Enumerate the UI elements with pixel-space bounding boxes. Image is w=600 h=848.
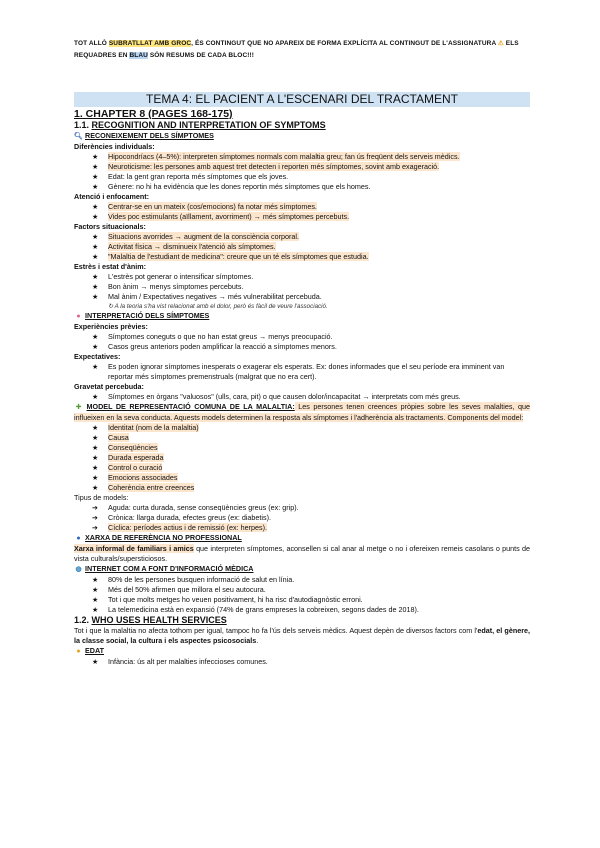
group-list xyxy=(74,332,530,352)
group-note: ↻ A la teoria s'ha vist relacionat amb el dolor, però és fàcil de veure l'associació. xyxy=(108,303,328,310)
section-1-2-heading xyxy=(74,615,530,626)
list-item xyxy=(92,202,530,212)
internet-item xyxy=(92,595,530,605)
chapter-heading: 1. CHAPTER 8 (PAGES 168-175) xyxy=(74,108,233,120)
section-2-intro-text: Tot i que la malaltia no afecta tothom per igual, tampoc ho fa l'ús dels serveis mèdics. Aquest depèn de diversos factors com l' xyxy=(74,626,478,635)
group-heading: Factors situacionals: xyxy=(74,222,146,231)
list-item xyxy=(92,172,530,182)
section-2-intro-bold: edat, el gènere, la classe social, la cultura i els aspectes psicosocials xyxy=(74,626,530,645)
list-item xyxy=(92,212,530,222)
list-item xyxy=(92,152,530,162)
list-item-text: Més del 50% afirmen que millora el seu autocura. xyxy=(108,585,266,594)
ages-icon: ● xyxy=(76,648,81,655)
xarxa-heading xyxy=(74,533,530,544)
model-component xyxy=(92,463,530,473)
group-heading: Estrès i estat d'ànim: xyxy=(74,262,147,271)
model-component xyxy=(92,453,530,463)
list-item-text: Aguda: curta durada, sense conseqüències greus (ex: grip). xyxy=(108,503,299,512)
internet-list xyxy=(74,575,530,615)
bullet-icon: ★ xyxy=(92,172,99,181)
xarxa-bold-lead: Xarxa informal de familiars i amics xyxy=(74,544,194,553)
list-item xyxy=(92,252,530,262)
bullet-icon: ★ xyxy=(92,252,99,261)
list-item-text: Hipocondríacs (4–5%): interpreten símptomes normals com malaltia greu; fan ús freqüent dels serveis mèdics. xyxy=(108,152,460,161)
list-item-text: Edat: la gent gran reporta més símptomes que els joves. xyxy=(108,172,289,181)
internet-heading xyxy=(74,564,530,575)
bullet-icon: ★ xyxy=(92,182,99,191)
bullet-icon: ★ xyxy=(92,292,99,301)
list-item-text: Emocions associades xyxy=(108,473,178,482)
list-item-text: Casos greus anteriors poden amplificar la reacció a símptomes menors. xyxy=(108,342,337,351)
bullet-icon: ★ xyxy=(92,242,99,251)
list-item-text: Bon ànim → menys símptomes percebuts. xyxy=(108,282,244,291)
reconeixement-heading xyxy=(74,131,530,142)
model-description: Les persones tenen creences pròpies sobre les seves malalties, que influeixen en la seva conducta. Aquests models determinen la resposta als símptomes i l'adherència als tractaments. Components del model: xyxy=(74,402,530,422)
section-2-number: 1.2. xyxy=(74,615,92,625)
list-item-text: Activitat física → disminueix l'atenció als símptomes. xyxy=(108,242,276,251)
group-heading: Diferències individuals: xyxy=(74,142,155,151)
section-number: 1.1. xyxy=(74,120,92,130)
interpretacio-heading xyxy=(74,311,530,322)
list-item-text: Centrar-se en un mateix (cos/emocions) fa notar més símptomes. xyxy=(108,202,317,211)
list-item-text: Cíclica: períodes actius i de remissió (ex: herpes). xyxy=(108,523,267,532)
list-item xyxy=(92,362,530,382)
list-item xyxy=(92,342,530,352)
bullet-icon: ★ xyxy=(92,443,99,452)
bullet-icon: ★ xyxy=(92,282,99,291)
page-title: TEMA 4: EL PACIENT A L'ESCENARI DEL TRACTAMENT xyxy=(74,92,530,107)
list-item xyxy=(92,232,530,242)
list-item xyxy=(92,182,530,192)
bullet-icon: ★ xyxy=(92,657,99,666)
model-component xyxy=(92,483,530,493)
bullet-icon: ★ xyxy=(92,605,99,614)
group-list xyxy=(74,152,530,192)
list-item xyxy=(92,272,530,282)
list-item xyxy=(92,292,530,302)
group-list xyxy=(74,272,530,302)
section-2-title: WHO USES HEALTH SERVICES xyxy=(91,615,227,625)
group-list xyxy=(74,202,530,222)
globe-icon: ◍ xyxy=(75,566,82,573)
bullet-icon: ★ xyxy=(92,232,99,241)
internet-item xyxy=(92,605,530,615)
notice-highlight-blue: BLAU xyxy=(129,52,148,59)
model-component xyxy=(92,473,530,483)
bullet-icon: ★ xyxy=(92,575,99,584)
list-item-text: Control o curació xyxy=(108,463,163,472)
bullet-icon: ★ xyxy=(92,212,99,221)
list-item-text: La telemedicina està en expansió (74% de grans empreses la cobreixen, segons dades de 2018). xyxy=(108,605,419,614)
bullet-icon: ★ xyxy=(92,392,99,401)
list-item-text: Conseqüències xyxy=(108,443,158,452)
list-item-text: Símptomes en òrgans "valuosos" (ulls, cara, pit) o que causen dolor/incapacitat → interpretats com més greus. xyxy=(108,392,461,401)
group-heading: Experiències prèvies: xyxy=(74,322,148,331)
bullet-icon: ★ xyxy=(92,202,99,211)
edat-list xyxy=(74,657,530,667)
interpretacio-groups xyxy=(74,322,530,402)
bullet-icon: ★ xyxy=(92,483,99,492)
notice-banner xyxy=(74,38,530,62)
model-type xyxy=(92,523,530,533)
list-item xyxy=(92,332,530,342)
group-list xyxy=(74,232,530,262)
list-item-text: Tot i que molts metges ho veuen positivament, hi ha risc d'autodiagnòstic erroni. xyxy=(108,595,363,604)
brain-icon: ● xyxy=(76,313,81,320)
bullet-icon: ➔ xyxy=(92,503,99,512)
list-item xyxy=(92,282,530,292)
list-item-text: L'estrès pot generar o intensificar símptomes. xyxy=(108,272,254,281)
list-item-text: Vides poc estimulants (aïllament, avorriment) → més símptomes percebuts. xyxy=(108,212,350,221)
internet-item xyxy=(92,585,530,595)
list-item-text: Es poden ignorar símptomes inesperats o exagerar els esperats. Ex: dones informades que el seu període era imminent van reportar més símptomes premenstruals (malgrat que no era cert). xyxy=(108,362,505,381)
list-item-text: Gènere: no hi ha evidència que les dones reportin més símptomes que els homes. xyxy=(108,182,371,191)
list-item xyxy=(92,392,530,402)
internet-title: INTERNET COM A FONT D'INFORMACIÓ MÈDICA xyxy=(85,564,254,573)
bullet-icon: ★ xyxy=(92,162,99,171)
section-2-intro xyxy=(74,626,530,646)
edat-heading xyxy=(74,646,530,657)
interpretacio-title: INTERPRETACIÓ DELS SÍMPTOMES xyxy=(85,311,210,320)
notice-text-1: TOT ALLÒ xyxy=(74,40,109,47)
bullet-icon: ★ xyxy=(92,473,99,482)
model-type xyxy=(92,503,530,513)
people-icon: ● xyxy=(76,535,81,542)
edat-title: EDAT xyxy=(85,646,105,655)
list-item xyxy=(92,162,530,172)
bullet-icon: ★ xyxy=(92,595,99,604)
bullet-icon: ★ xyxy=(92,463,99,472)
bullet-icon: ➔ xyxy=(92,523,99,532)
list-item-text: Durada esperada xyxy=(108,453,164,462)
notice-text-4: SÓN RESUMS DE CADA BLOC!!! xyxy=(147,52,255,59)
list-item-text: Crònica: llarga durada, efectes greus (ex: diabetis). xyxy=(108,513,271,522)
puzzle-icon: ✚ xyxy=(75,404,82,411)
bullet-icon: ★ xyxy=(92,585,99,594)
internet-item xyxy=(92,575,530,585)
bullet-icon: ★ xyxy=(92,332,99,341)
list-item-text: Identitat (nom de la malaltia) xyxy=(108,423,199,432)
section-1-1-heading xyxy=(74,120,530,131)
bullet-icon: ★ xyxy=(92,453,99,462)
model-component xyxy=(92,423,530,433)
model-paragraph xyxy=(74,402,530,423)
notice-highlight-yellow: SUBRATLLAT AMB GROC xyxy=(108,40,192,47)
reconeixement-groups xyxy=(74,142,530,311)
xarxa-paragraph xyxy=(74,544,530,564)
notice-text-3: ELS REQUADRES EN xyxy=(74,40,519,59)
model-component xyxy=(92,443,530,453)
model-type xyxy=(92,513,530,523)
edat-item xyxy=(92,657,530,667)
list-item-text: Situacions avorrides → augment de la consciència corporal. xyxy=(108,232,299,241)
model-title: MODEL DE REPRESENTACIÓ COMUNA DE LA MALALTIA: xyxy=(86,402,295,411)
model-types-label: Tipus de models: xyxy=(74,493,129,502)
list-item-text: "Malaltia de l'estudiant de medicina": creure que un té els símptomes que estudia. xyxy=(108,252,369,261)
list-item-text: Mal ànim / Expectatives negatives → més vulnerabilitat percebuda. xyxy=(108,292,322,301)
xarxa-title: XARXA DE REFERÈNCIA NO PROFESSIONAL xyxy=(85,533,242,542)
bullet-icon: ★ xyxy=(92,362,99,371)
section-title: RECOGNITION AND INTERPRETATION OF SYMPTOMS xyxy=(91,120,326,130)
list-item xyxy=(92,242,530,252)
section-2-intro-end: . xyxy=(256,636,259,645)
bullet-icon: ★ xyxy=(92,423,99,432)
group-list xyxy=(74,392,530,402)
bullet-icon: ➔ xyxy=(92,513,99,522)
group-heading: Atenció i enfocament: xyxy=(74,192,150,201)
list-item-text: Infància: ús alt per malalties infeccioses comunes. xyxy=(108,657,268,666)
list-item-text: Coherència entre creences xyxy=(108,483,195,492)
notice-text-2: , ÉS CONTINGUT QUE NO APAREIX DE FORMA EXPLÍCITA AL CONTINGUT DE L'ASSIGNATURA xyxy=(191,40,498,47)
list-item-text: Símptomes coneguts o que no han estat greus → menys preocupació. xyxy=(108,332,333,341)
model-components-list xyxy=(74,423,530,493)
bullet-icon: ★ xyxy=(92,433,99,442)
list-item-text: Causa xyxy=(108,433,129,442)
group-heading: Expectatives: xyxy=(74,352,121,361)
group-heading: Gravetat percebuda: xyxy=(74,382,144,391)
reconeixement-title: RECONEIXEMENT DELS SÍMPTOMES xyxy=(85,131,214,140)
search-icon: 🔍︎ xyxy=(74,133,83,140)
bullet-icon: ★ xyxy=(92,342,99,351)
model-component xyxy=(92,433,530,443)
xarxa-text: que interpreten símptomes, aconsellen si cal anar al metge o no i ofereixen remeis casolans o punts de vista culturals/supersticiosos. xyxy=(74,544,531,563)
model-types-list xyxy=(74,503,530,533)
warning-icon: ⚠ xyxy=(497,40,504,47)
group-list xyxy=(74,362,530,382)
list-item-text: 80% de les persones busquen informació de salut en línia. xyxy=(108,575,295,584)
bullet-icon: ★ xyxy=(92,152,99,161)
bullet-icon: ★ xyxy=(92,272,99,281)
list-item-text: Neuroticisme: les persones amb aquest tret detecten i reporten més símptomes, sovint amb exageració. xyxy=(108,162,440,171)
